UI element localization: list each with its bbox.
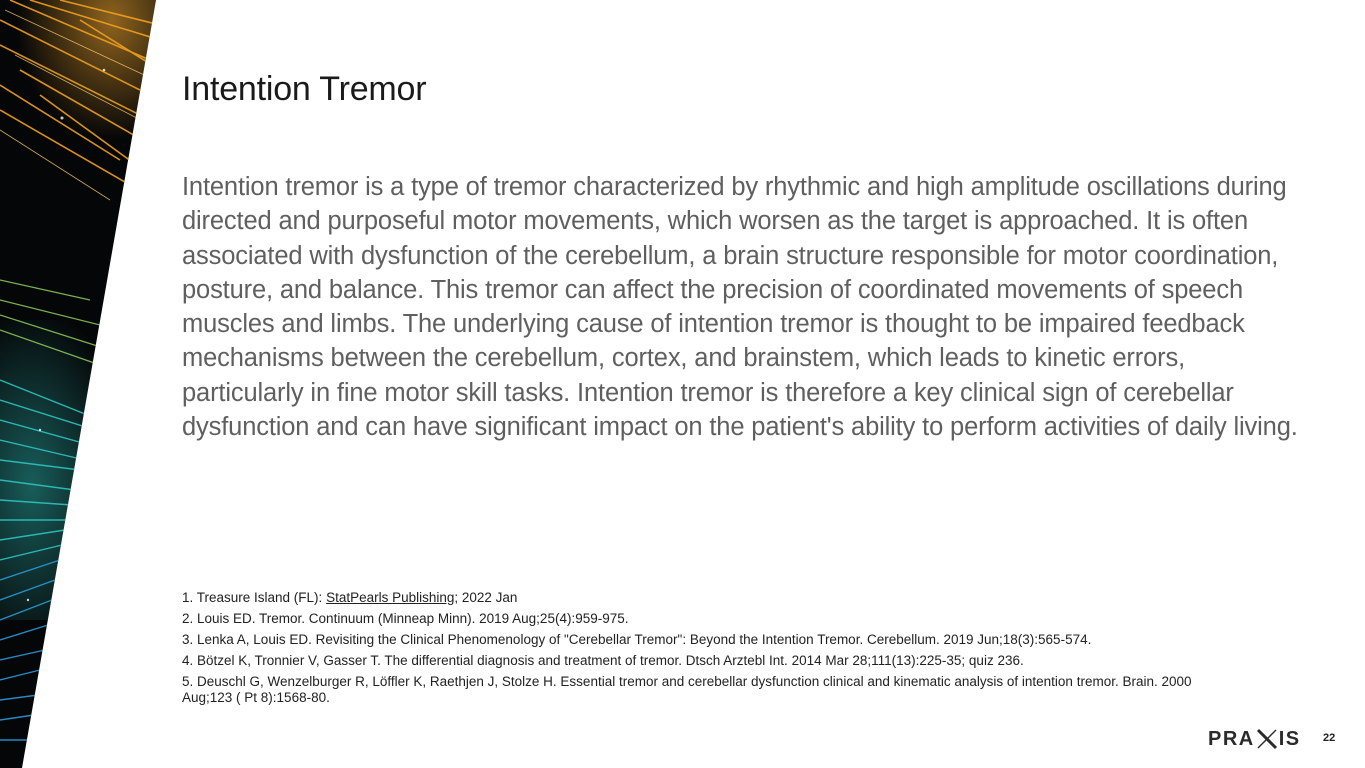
- reference-1-suffix: ; 2022 Jan: [454, 590, 518, 605]
- reference-item: 2. Louis ED. Tremor. Continuum (Minneap Minn). 2019 Aug;25(4):959-975.: [182, 611, 629, 626]
- references-list: [182, 590, 1222, 711]
- x-mark-icon: [1255, 728, 1279, 750]
- reference-item: [182, 590, 1222, 606]
- reference-1-prefix: 1. Treasure Island (FL):: [182, 590, 327, 605]
- reference-item: 4. Bötzel K, Tronnier V, Gasser T. The differential diagnosis and treatment of tremor. Dtsch Arztebl Int. 2014 Mar 28;111(13):225-35; quiz 236.: [182, 653, 1024, 668]
- fiber-optic-image: [0, 0, 160, 768]
- body-paragraph: Intention tremor is a type of tremor characterized by rhythmic and high amplitude oscillations during directed and purposeful motor movements, which worsen as the target is approached. It is often associated with dysfunction of the cerebellum, a brain structure responsible for motor coordination, posture, and balance. This tremor can affect the precision of coordinated movements of speech muscles and limbs. The underlying cause of intention tremor is thought to be impaired feedback mechanisms between the cerebellum, cortex, and brainstem, which leads to kinetic errors, particularly in fine motor skill tasks. Intention tremor is therefore a key clinical sign of cerebellar dysfunction and can have significant impact on the patient's ability to perform activities of daily living.: [182, 173, 1298, 442]
- praxis-logo: [1208, 728, 1301, 750]
- logo-text-left: PRA: [1208, 727, 1255, 750]
- page-number: 22: [1323, 732, 1336, 744]
- reference-item: 3. Lenka A, Louis ED. Revisiting the Clinical Phenomenology of "Cerebellar Tremor": Beyond the Intention Tremor. Cerebellum. 2019 Jun;18(3):565-574.: [182, 632, 1092, 647]
- logo-text-right: IS: [1278, 727, 1301, 750]
- reference-item: 5. Deuschl G, Wenzelburger R, Löffler K, Raethjen J, Stolze H. Essential tremor and cerebellar dysfunction clinical and kinematic analysis of intention tremor. Brain. 2000 Aug;123 ( Pt 8):1568-80.: [182, 674, 1192, 705]
- page-title: Intention Tremor: [182, 70, 427, 108]
- statpearls-link[interactable]: StatPearls Publishing: [326, 590, 455, 605]
